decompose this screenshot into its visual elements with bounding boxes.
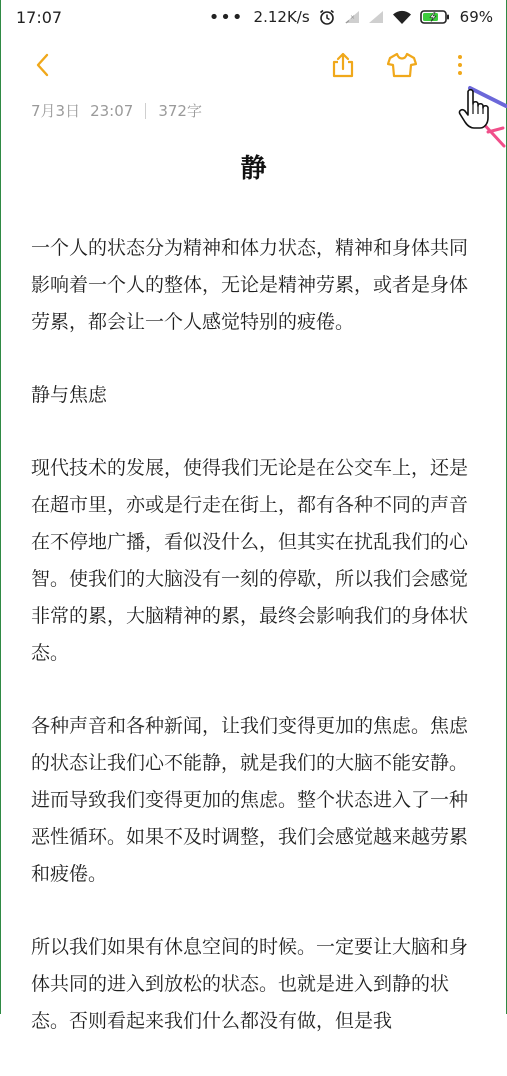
theme-button[interactable] (385, 50, 419, 84)
status-time: 17:07 (16, 7, 63, 27)
signal-icon (368, 10, 384, 24)
word-count: 372字 (158, 102, 202, 120)
note-body[interactable] (31, 230, 477, 1076)
chevron-left-icon (34, 52, 52, 82)
note-paragraph: 一个人的状态分为精神和体力状态，精神和身体共同影响着一个人的整体，无论是精神劳累，或者是身体劳累，都会让一个人感觉特别的疲倦。 (31, 237, 469, 333)
share-icon (329, 51, 357, 83)
alarm-icon (318, 8, 336, 26)
note-paragraph: 所以我们如果有休息空间的时候。一定要让大脑和身体共同的进入到放松的状态。也就是进入到静的状态。否则看起来我们什么都没有做，但是我 (31, 936, 469, 1032)
more-button[interactable] (443, 50, 477, 84)
battery-charging-icon (420, 9, 450, 25)
note-meta (31, 100, 202, 121)
status-right-group (209, 7, 493, 28)
share-button[interactable] (326, 50, 360, 84)
status-dots: ••• (208, 6, 244, 28)
note-paragraph: 现代技术的发展，使得我们无论是在公交车上，还是在超市里，亦或是行走在街上，都有各种不同的声音在不停地广播，看似没什么，但其实在扰乱我们的心智。使我们的大脑没有一刻的停歇，所以我们会感觉非常的累，大脑精神的累，最终会影响我们的身体状态。 (31, 457, 469, 664)
hand-pointer-icon (458, 84, 507, 156)
signal-icon (344, 10, 360, 24)
back-button[interactable] (26, 50, 60, 84)
note-toolbar (0, 40, 507, 92)
battery-percent: 69% (459, 8, 493, 26)
meta-divider (145, 103, 146, 119)
note-date: 7月3日 (31, 102, 81, 120)
note-subheading: 静与焦虑 (31, 384, 108, 406)
note-time: 23:07 (90, 101, 134, 120)
note-title[interactable]: 静 (240, 154, 267, 184)
more-vertical-icon (456, 53, 464, 81)
note-paragraph: 各种声音和各种新闻，让我们变得更加的焦虑。焦虑的状态让我们心不能静，就是我们的大脑不能安静。进而导致我们变得更加的焦虑。整个状态进入了一种恶性循环。如果不及时调整，我们会感觉越来越劳累和疲倦。 (31, 715, 469, 885)
network-speed: 2.12K/s (253, 8, 310, 26)
tshirt-icon (387, 52, 417, 82)
svg-text:×: × (349, 14, 355, 21)
status-bar (0, 0, 507, 34)
wifi-icon (392, 9, 412, 25)
